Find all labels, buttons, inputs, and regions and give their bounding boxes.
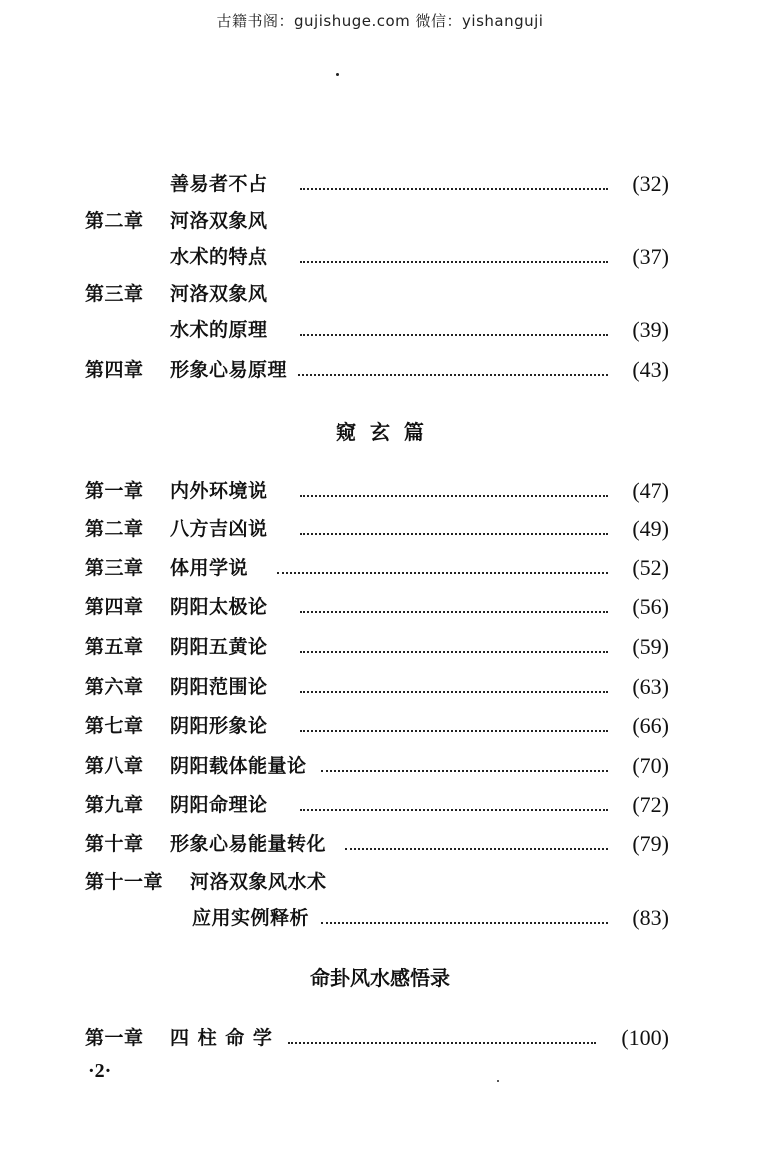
page-ref: (66) bbox=[632, 713, 669, 738]
page-ref: (100) bbox=[621, 1025, 669, 1050]
chapter-label: 第十一章 bbox=[85, 871, 164, 893]
ink-speck bbox=[497, 1080, 499, 1082]
entry-title: 阴阳形象论 bbox=[170, 715, 268, 737]
page-ref: (52) bbox=[632, 555, 669, 580]
entry-title: 形象心易能量转化 bbox=[170, 833, 327, 855]
entry-title: 体用学说 bbox=[170, 557, 249, 579]
entry-title: 河洛双象风 bbox=[170, 283, 268, 305]
dot-leader bbox=[300, 809, 608, 811]
chapter-label: 第三章 bbox=[85, 283, 144, 305]
page-ref: (43) bbox=[632, 357, 669, 382]
dot-leader bbox=[300, 730, 608, 732]
chapter-label: 第八章 bbox=[85, 755, 144, 777]
toc-entry[interactable] bbox=[85, 169, 669, 199]
dot-leader bbox=[300, 611, 608, 613]
chapter-label: 第四章 bbox=[85, 596, 144, 618]
entry-title: 应用实例释析 bbox=[192, 907, 310, 929]
toc-entry[interactable] bbox=[85, 553, 669, 583]
toc-entry[interactable] bbox=[85, 242, 669, 272]
toc-entry[interactable] bbox=[85, 829, 669, 859]
entry-title: 阴阳五黄论 bbox=[170, 636, 268, 658]
entry-title: 河洛双象风 bbox=[170, 210, 268, 232]
page-ref: (83) bbox=[632, 905, 669, 930]
chapter-label: 第七章 bbox=[85, 715, 144, 737]
chapter-label: 第一章 bbox=[85, 1027, 144, 1049]
chapter-label: 第五章 bbox=[85, 636, 144, 658]
toc-entry[interactable] bbox=[85, 790, 669, 820]
toc-entry[interactable] bbox=[85, 751, 669, 781]
dot-leader bbox=[300, 261, 608, 263]
dot-leader bbox=[300, 651, 608, 653]
toc-entry[interactable] bbox=[85, 355, 669, 385]
toc-entry[interactable] bbox=[85, 672, 669, 702]
dot-leader bbox=[300, 533, 608, 535]
toc-entry[interactable] bbox=[85, 476, 669, 506]
dot-leader bbox=[288, 1042, 596, 1044]
chapter-label: 第一章 bbox=[85, 480, 144, 502]
page-ref: (32) bbox=[632, 171, 669, 196]
toc-entry[interactable] bbox=[85, 315, 669, 345]
page-ref: (63) bbox=[632, 674, 669, 699]
entry-title: 八方吉凶说 bbox=[170, 518, 268, 540]
dot-leader bbox=[300, 691, 608, 693]
chapter-label: 第九章 bbox=[85, 794, 144, 816]
page-ref: (70) bbox=[632, 753, 669, 778]
entry-title: 内外环境说 bbox=[170, 480, 268, 502]
chapter-label: 第三章 bbox=[85, 557, 144, 579]
dot-leader bbox=[300, 334, 608, 336]
chapter-label: 第二章 bbox=[85, 518, 144, 540]
entry-title: 水术的原理 bbox=[170, 319, 268, 341]
dot-leader bbox=[298, 374, 608, 376]
page-ref: (56) bbox=[632, 594, 669, 619]
entry-title: 阴阳载体能量论 bbox=[170, 755, 307, 777]
page-number: ·2· bbox=[88, 1060, 112, 1082]
chapter-label: 第六章 bbox=[85, 676, 144, 698]
ink-speck bbox=[336, 73, 339, 76]
toc-entry[interactable] bbox=[85, 1023, 669, 1053]
entry-title: 形象心易原理 bbox=[170, 359, 288, 381]
page-ref: (79) bbox=[632, 831, 669, 856]
page-ref: (39) bbox=[632, 317, 669, 342]
chapter-label: 第二章 bbox=[85, 210, 144, 232]
toc-entry bbox=[85, 206, 669, 236]
entry-title: 四 柱 命 学 bbox=[170, 1027, 273, 1049]
page-ref: (47) bbox=[632, 478, 669, 503]
toc-entry bbox=[85, 279, 669, 309]
dot-leader bbox=[300, 495, 608, 497]
section-heading: 命卦风水感悟录 bbox=[310, 966, 450, 990]
chapter-label: 第十章 bbox=[85, 833, 144, 855]
watermark-text: 古籍书阁：gujishuge.com 微信：yishanguji bbox=[216, 12, 544, 30]
page-ref: (37) bbox=[632, 244, 669, 269]
toc-entry[interactable] bbox=[85, 592, 669, 622]
toc-entry[interactable] bbox=[85, 711, 669, 741]
toc-entry[interactable] bbox=[85, 632, 669, 662]
dot-leader bbox=[321, 922, 608, 924]
entry-title: 河洛双象风水术 bbox=[190, 871, 327, 893]
dot-leader bbox=[277, 572, 608, 574]
chapter-label: 第四章 bbox=[85, 359, 144, 381]
dot-leader bbox=[300, 188, 608, 190]
toc-entry[interactable] bbox=[85, 903, 669, 933]
entry-title: 阴阳命理论 bbox=[170, 794, 268, 816]
entry-title: 水术的特点 bbox=[170, 246, 268, 268]
entry-title: 阴阳范围论 bbox=[170, 676, 268, 698]
entry-title: 阴阳太极论 bbox=[170, 596, 268, 618]
page-ref: (59) bbox=[632, 634, 669, 659]
dot-leader bbox=[345, 848, 608, 850]
dot-leader bbox=[321, 770, 608, 772]
toc-entry bbox=[85, 867, 669, 897]
page-ref: (72) bbox=[632, 792, 669, 817]
entry-title: 善易者不占 bbox=[170, 173, 268, 195]
section-heading: 窥 玄 篇 bbox=[336, 420, 424, 444]
toc-entry[interactable] bbox=[85, 514, 669, 544]
page-ref: (49) bbox=[632, 516, 669, 541]
